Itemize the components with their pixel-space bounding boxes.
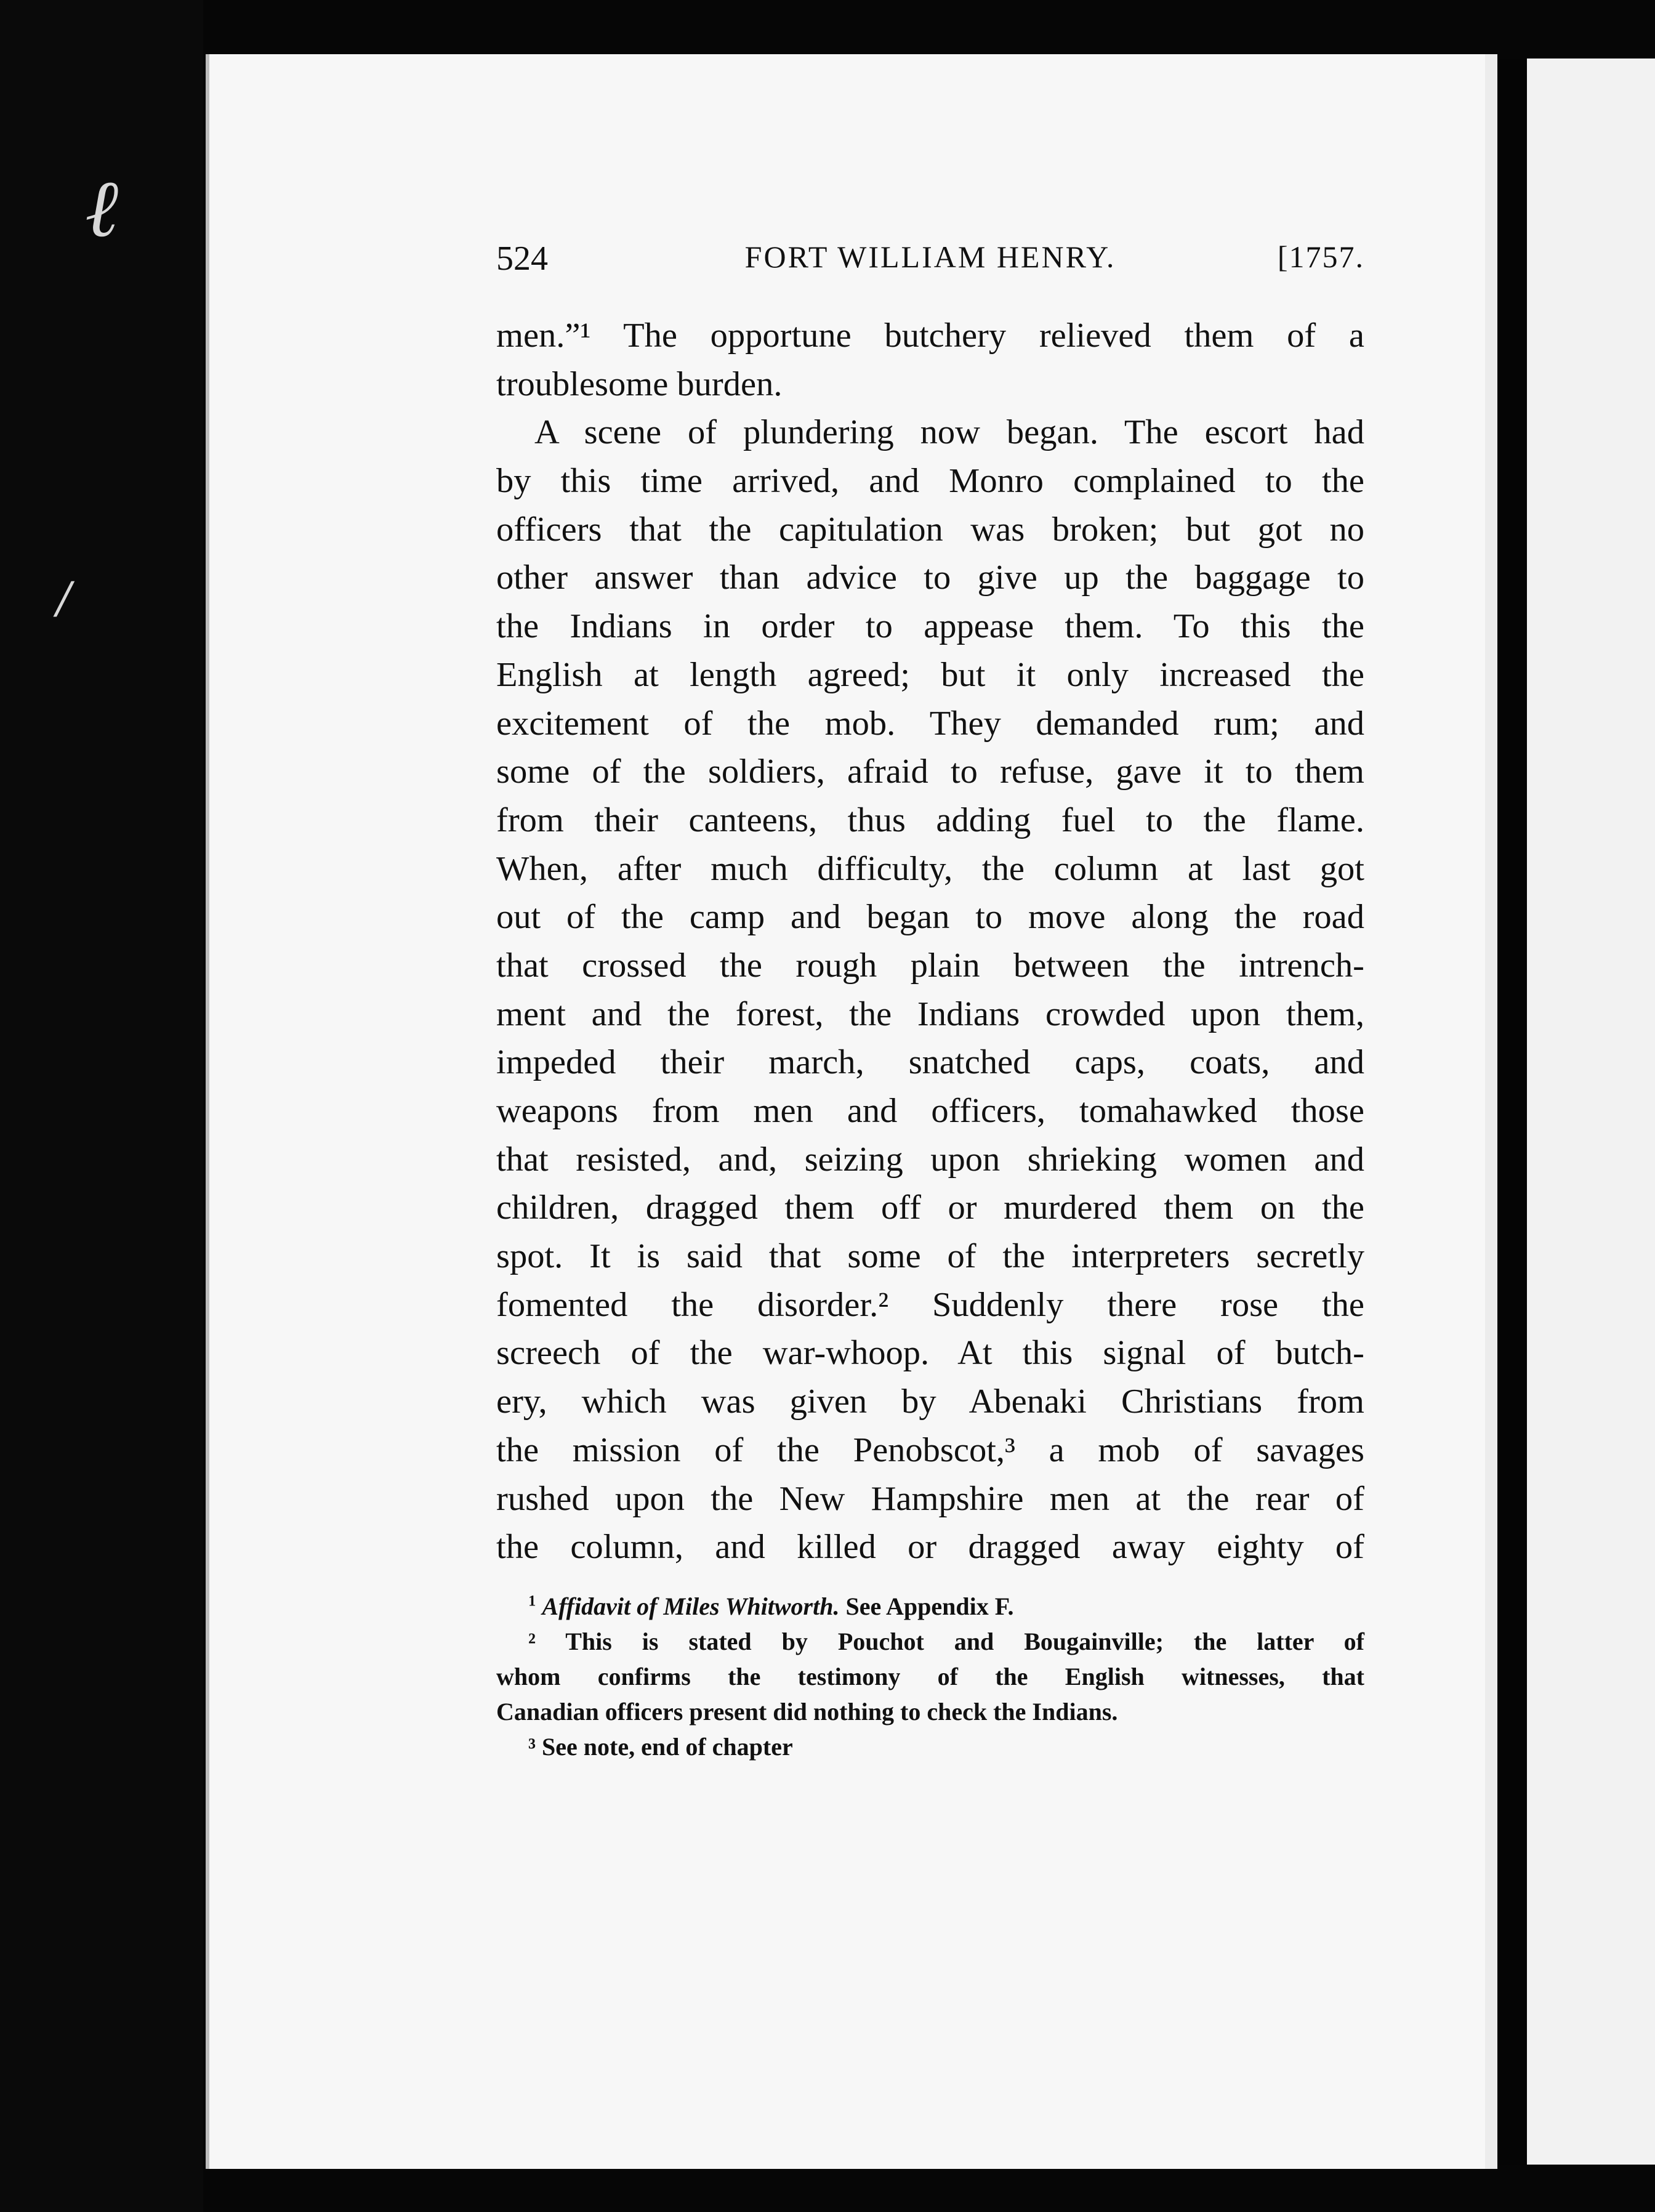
text-line: A scene of plundering now began. The escort had	[534, 413, 1364, 452]
body-text	[496, 312, 1364, 1572]
footnote-2-line: ² This is stated by Pouchot and Bougainville; the latter of	[528, 1628, 1364, 1655]
text-line: rushed upon the New Hampshire men at the rear of	[496, 1479, 1364, 1518]
facing-page	[1527, 59, 1655, 2165]
footnote-3: ³ See note, end of chapter	[528, 1733, 793, 1761]
margin-mark-top: ℓ	[85, 161, 119, 255]
text-line: the column, and killed or dragged away eighty of	[496, 1528, 1364, 1567]
text-line: excitement of the mob. They demanded rum; and	[496, 704, 1364, 743]
text-line: spot. It is said that some of the interpreters secretly	[496, 1237, 1364, 1276]
footnote-1-reference: See Appendix F.	[845, 1592, 1014, 1620]
page-number: 524	[496, 240, 548, 278]
text-line: officers that the capitulation was broken; but got no	[496, 510, 1364, 549]
text-line: English at length agreed; but it only increased the	[496, 655, 1364, 694]
page-header	[496, 239, 1364, 288]
text-line: that resisted, and, seizing upon shrieking women and	[496, 1140, 1364, 1179]
text-line: by this time arrived, and Monro complained to the	[496, 462, 1364, 501]
text-line: the mission of the Penobscot,³ a mob of savages	[496, 1431, 1364, 1469]
text-line: men.”¹ The opportune butchery relieved them of a	[496, 317, 1364, 355]
text-line: that crossed the rough plain between the intrench-	[496, 946, 1364, 985]
text-line: When, after much difficulty, the column at last got	[496, 849, 1364, 888]
text-line: ery, which was given by Abenaki Christians from	[496, 1383, 1364, 1421]
footnote-1	[496, 1589, 1364, 1624]
page-gutter	[1497, 59, 1527, 2165]
text-line: weapons from men and officers, tomahawked those	[496, 1092, 1364, 1130]
footnotes	[496, 1589, 1364, 1764]
text-line: other answer than advice to give up the baggage to	[496, 559, 1364, 597]
footnote-marker: 1	[528, 1592, 536, 1610]
text-line: some of the soldiers, afraid to refuse, gave it to them	[496, 753, 1364, 791]
header-year: [1757.	[1277, 240, 1364, 274]
margin-mark-middle: /	[57, 573, 71, 623]
book-binding-left	[0, 0, 203, 2212]
text-line: out of the camp and began to move along the road	[496, 898, 1364, 937]
running-title: FORT WILLIAM HENRY.	[744, 240, 1116, 274]
footnote-2-line: Canadian officers present did nothing to check the Indians.	[496, 1698, 1118, 1726]
text-line: ment and the forest, the Indians crowded upon them,	[496, 995, 1364, 1033]
text-line: fomented the disorder.² Suddenly there rose the	[496, 1285, 1364, 1324]
footnote-1-citation: Affidavit of Miles Whitworth.	[542, 1592, 840, 1620]
text-line: children, dragged them off or murdered them on the	[496, 1189, 1364, 1227]
page-edge	[1485, 54, 1497, 2169]
text-line: screech of the war-whoop. At this signal of butch-	[496, 1334, 1364, 1373]
footnote-2-line: whom confirms the testimony of the English witnesses, that	[496, 1663, 1364, 1690]
text-line: impeded their march, snatched caps, coats, and	[496, 1043, 1364, 1082]
text-line: troublesome burden.	[496, 365, 783, 403]
text-line: from their canteens, thus adding fuel to the flame.	[496, 801, 1364, 839]
text-line: the Indians in order to appease them. To this the	[496, 607, 1364, 646]
